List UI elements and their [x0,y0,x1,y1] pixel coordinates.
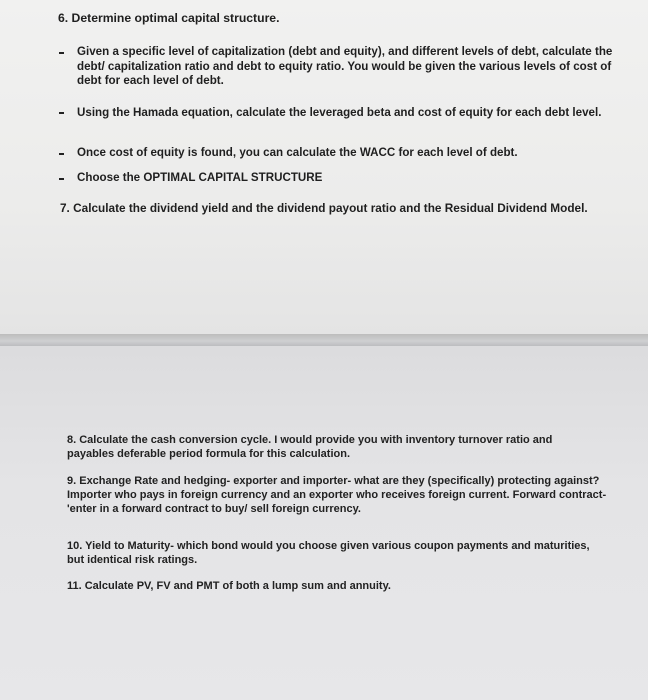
question-8: 8. Calculate the cash conversion cycle. I would provide you with inventory turnover ratio and payables deferable period formula for this calculation. [67,434,553,460]
question-7: 7. Calculate the dividend yield and the dividend payout ratio and the Residual Dividend Model. [60,201,588,215]
question-11: 11. Calculate PV, FV and PMT of both a lump sum and annuity. [67,580,391,592]
lower-page [0,346,648,700]
question-6: 6. Determine optimal capital structure. [58,11,280,25]
bullet-optimal: Choose the OPTIMAL CAPITAL STRUCTURE [77,171,323,184]
upper-page [0,0,648,338]
bullet-capitalization: Given a specific level of capitalization (debt and equity), and different levels of debt, calculate the debt/ capitalization ratio and debt to equity ratio. You would be given the various levels of cost of debt for each level of debt. [77,45,613,87]
bullet-dash [59,52,64,54]
bullet-dash [59,153,64,155]
bullet-dash [59,112,64,114]
bullet-dash [59,178,64,180]
question-10: 10. Yield to Maturity- which bond would you choose given various coupon payments and maturities, but identical risk ratings. [67,540,590,566]
bullet-hamada: Using the Hamada equation, calculate the leveraged beta and cost of equity for each debt level. [77,106,602,119]
question-9: 9. Exchange Rate and hedging- exporter and importer- what are they (specifically) protecting against? Importer who pays in foreign currency and an exporter who receives foreign current. Forward contract- 'enter in a forward contract to buy/ sell foreign currency. [67,475,607,515]
bullet-wacc: Once cost of equity is found, you can calculate the WACC for each level of debt. [77,146,518,159]
